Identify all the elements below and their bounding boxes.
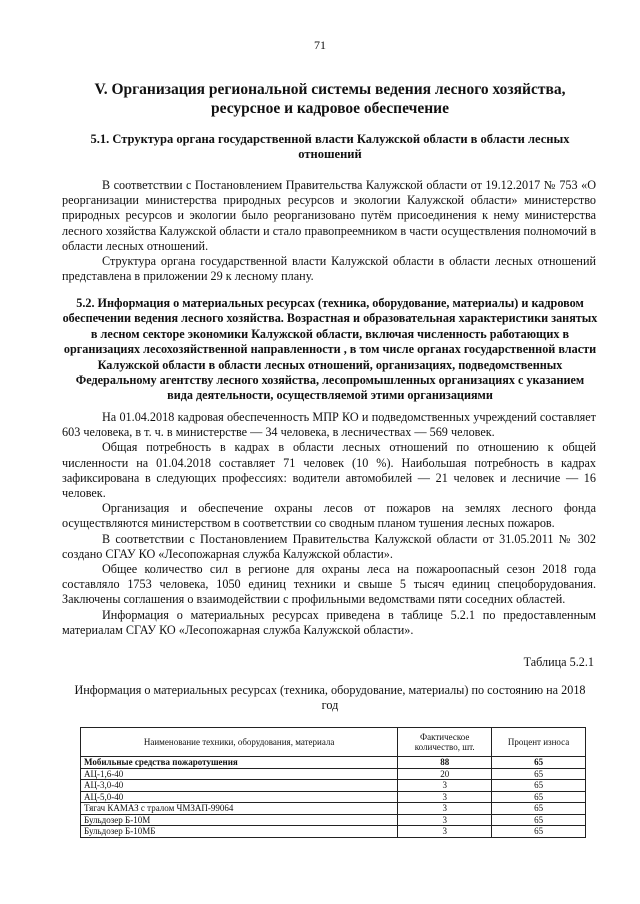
paragraph: В соответствии с Постановлением Правительства Калужской области от 31.05.2011 № 302 создано СГАУ КО «Лесопожарная служба Калужской области». <box>62 531 596 561</box>
paragraph: В соответствии с Постановлением Правительства Калужской области от 19.12.2017 № 753 «О реорганизации министерства природных ресурсов и экологии Калужской области» министерство природных ресурсов и экологии было реорганизовано путём присоединения к нему министерства лесного хозяйства Калужской области и стало правопреемником в части осуществления полномочий в области лесных отношений. <box>62 178 596 253</box>
header-wear: Процент износа <box>492 728 586 757</box>
cell-name: АЦ-3,0-40 <box>81 780 398 792</box>
table-header-row <box>81 728 586 757</box>
subsection-2-title: 5.2. Информация о материальных ресурсах (техника, оборудование, материалы) и кадровом обеспечении ведения лесного хозяйства. Возрастная и образовательная характеристики занятых в лесном секторе экономики Калужской области, включая численность работающих в организациях лесохозяйственной направленности , в том числе органах государственной власти Калужской области в области лесных отношений, организациях, подведомственных Федеральному агентству лесного хозяйства, лесопромышленных организациях с указанием вида деятельности, осуществляемой этими организациями <box>62 296 598 403</box>
header-quantity: Фактическое количество, шт. <box>398 728 492 757</box>
subsection-1-title: 5.1. Структура органа государственной власти Калужской области в области лесных отношений <box>90 132 570 161</box>
table-row <box>81 803 586 815</box>
paragraph: Организация и обеспечение охраны лесов от пожаров на землях лесного фонда осуществляются министерством в соответствии со сводным планом тушения лесных пожаров. <box>62 501 596 531</box>
table-row <box>81 768 586 780</box>
table-row <box>81 757 586 769</box>
subsection-1-body <box>62 178 596 284</box>
cell-quantity: 3 <box>398 791 492 803</box>
paragraph: Структура органа государственной власти Калужской области в области лесных отношений представлена в приложении 29 к лесному плану. <box>62 254 596 284</box>
cell-quantity: 3 <box>398 814 492 826</box>
table-row <box>81 814 586 826</box>
cell-wear: 65 <box>492 826 586 838</box>
cell-name: Мобильные средства пожаротушения <box>81 757 398 769</box>
paragraph: Общая потребность в кадрах в области лесных отношений по отношению к общей численности на 01.04.2018 составляет 71 человек (10 %). Наибольшая потребность в кадрах зафиксирована в следующих профессиях: водители автомобилей — 21 человек и лесничие — 16 человек. <box>62 440 596 501</box>
cell-name: Бульдозер Б-10МБ <box>81 826 398 838</box>
cell-name: АЦ-5,0-40 <box>81 791 398 803</box>
page-number: 71 <box>314 38 326 52</box>
cell-name: Бульдозер Б-10М <box>81 814 398 826</box>
cell-wear: 65 <box>492 768 586 780</box>
cell-quantity: 88 <box>398 757 492 769</box>
cell-wear: 65 <box>492 803 586 815</box>
paragraph: Информация о материальных ресурсах приведена в таблице 5.2.1 по предоставленным материалам СГАУ КО «Лесопожарная служба Калужской области». <box>62 607 596 637</box>
table-row <box>81 826 586 838</box>
table-caption: Таблица 5.2.1 <box>523 655 594 669</box>
cell-wear: 65 <box>492 814 586 826</box>
cell-quantity: 3 <box>398 826 492 838</box>
cell-quantity: 3 <box>398 780 492 792</box>
cell-quantity: 20 <box>398 768 492 780</box>
table-title: Информация о материальных ресурсах (техника, оборудование, материалы) по состоянию на 2018 год <box>74 683 586 712</box>
paragraph: Общее количество сил в регионе для охраны леса на пожароопасный сезон 2018 года составляло 1753 человека, 1050 единиц техники и свыше 5 тысяч единиц спецоборудования. Заключены соглашения о взаимодействии с профильными ведомствами пяти соседних областей. <box>62 562 596 607</box>
cell-wear: 65 <box>492 780 586 792</box>
cell-wear: 65 <box>492 791 586 803</box>
header-name: Наименование техники, оборудования, материала <box>81 728 398 757</box>
resources-table <box>80 727 586 838</box>
cell-name: Тягач КАМАЗ с тралом ЧМЗАП-99064 <box>81 803 398 815</box>
cell-name: АЦ-1,6-40 <box>81 768 398 780</box>
paragraph: На 01.04.2018 кадровая обеспеченность МПР КО и подведомственных учреждений составляет 603 человека, в т. ч. в министерстве — 34 человека, в лесничествах — 569 человек. <box>62 410 596 440</box>
cell-quantity: 3 <box>398 803 492 815</box>
section-title: V. Организация региональной системы ведения лесного хозяйства, ресурсное и кадровое обеспечение <box>94 81 566 117</box>
cell-wear: 65 <box>492 757 586 769</box>
subsection-2-body <box>62 410 596 638</box>
table-row <box>81 791 586 803</box>
table-row <box>81 780 586 792</box>
